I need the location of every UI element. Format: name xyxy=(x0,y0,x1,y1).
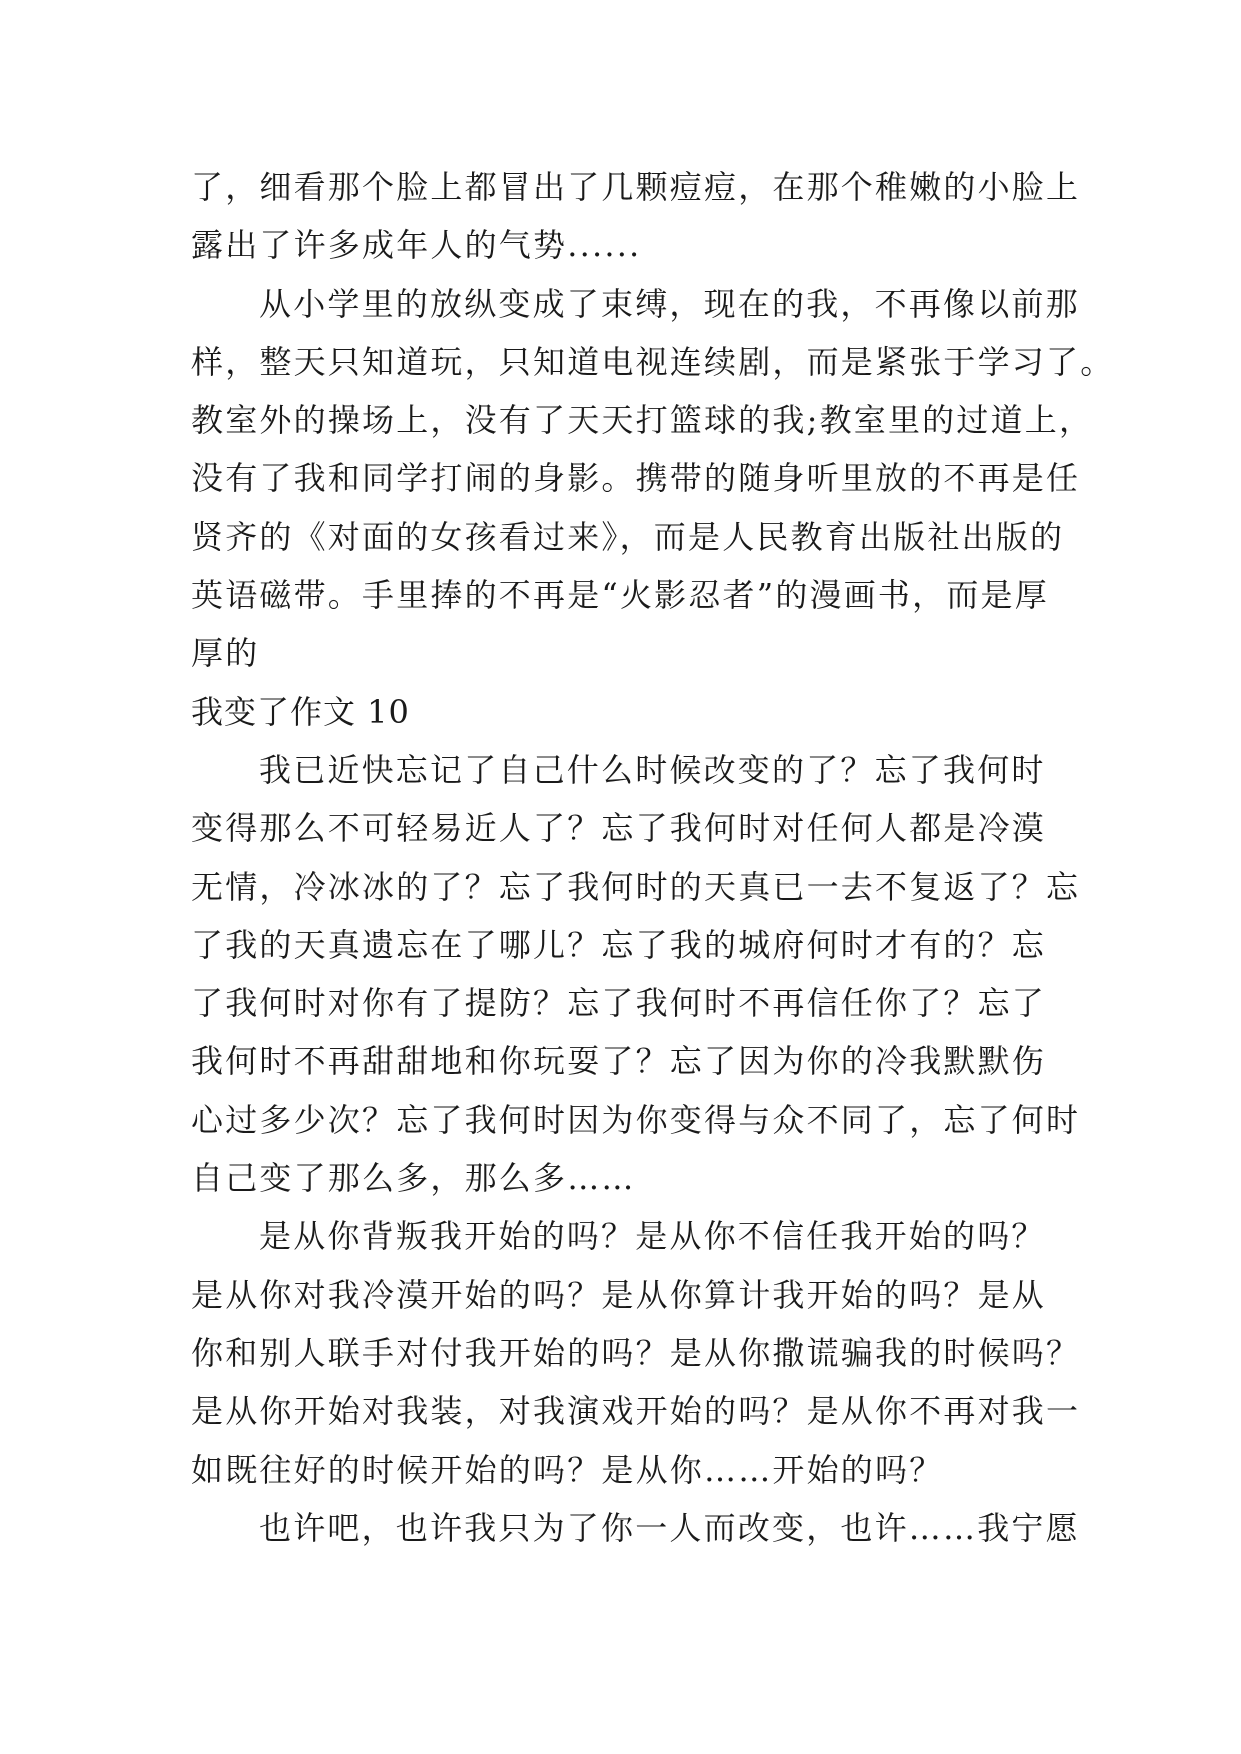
paragraph xyxy=(191,1207,1081,1498)
paragraph xyxy=(191,1499,1080,1557)
text-line: 英语磁带。手里捧的不再是“火影忍者”的漫画书，而是厚 xyxy=(191,576,1049,615)
text-line: 样，整天只知道玩，只知道电视连续剧，而是紧张于学习了。 xyxy=(191,342,1115,381)
text-line: 了我的天真遗忘在了哪儿？忘了我的城府何时才有的？忘 xyxy=(191,925,1047,964)
text-line: 自己变了那么多，那么多…… xyxy=(191,1159,636,1198)
document-body xyxy=(191,158,1115,1557)
text-line: 无情，冷冰冰的了？忘了我何时的天真已一去不复返了？忘 xyxy=(191,867,1081,906)
text-line: 教室外的操场上，没有了天天打篮球的我;教室里的过道上， xyxy=(191,401,1094,440)
text-line: 是从你背叛我开始的吗？是从你不信任我开始的吗？ xyxy=(259,1217,1046,1256)
text-line: 贤齐的《对面的女孩看过来》，而是人民教育出版社出版的 xyxy=(191,517,1065,556)
text-line: 如既往好的时候开始的吗？是从你……开始的吗？ xyxy=(191,1450,944,1489)
text-line: 也许吧，也许我只为了你一人而改变，也许……我宁愿 xyxy=(259,1508,1080,1547)
text-line: 变得那么不可轻易近人了？忘了我何时对任何人都是冷漠 xyxy=(191,809,1047,848)
text-line: 了我何时对你有了提防？忘了我何时不再信任你了？忘了 xyxy=(191,984,1047,1023)
paragraph xyxy=(191,741,1081,1207)
text-line: 是从你对我冷漠开始的吗？是从你算计我开始的吗？是从 xyxy=(191,1275,1047,1314)
text-line: 我已近快忘记了自己什么时候改变的了？忘了我何时 xyxy=(259,750,1046,789)
text-line: 从小学里的放纵变成了束缚，现在的我，不再像以前那 xyxy=(259,284,1080,323)
text-line: 了，细看那个脸上都冒出了几颗痘痘，在那个稚嫩的小脸上 xyxy=(191,168,1081,206)
text-line: 是从你开始对我装，对我演戏开始的吗？是从你不再对我一 xyxy=(191,1392,1081,1431)
text-line: 心过多少次？忘了我何时因为你变得与众不同了，忘了何时 xyxy=(191,1100,1081,1139)
text-line: 露出了许多成年人的气势...... xyxy=(191,226,642,265)
text-line: 没有了我和同学打闹的身影。携带的随身听里放的不再是任 xyxy=(191,459,1081,498)
text-line: 你和别人联手对付我开始的吗？是从你撒谎骗我的时候吗？ xyxy=(191,1333,1081,1372)
text-line: 我何时不再甜甜地和你玩耍了？忘了因为你的冷我默默伤 xyxy=(191,1042,1047,1081)
section-title: 我变了作文 10 xyxy=(191,692,410,731)
paragraph xyxy=(191,275,1115,683)
paragraph xyxy=(191,158,1081,275)
text-line: 厚的 xyxy=(191,634,260,673)
